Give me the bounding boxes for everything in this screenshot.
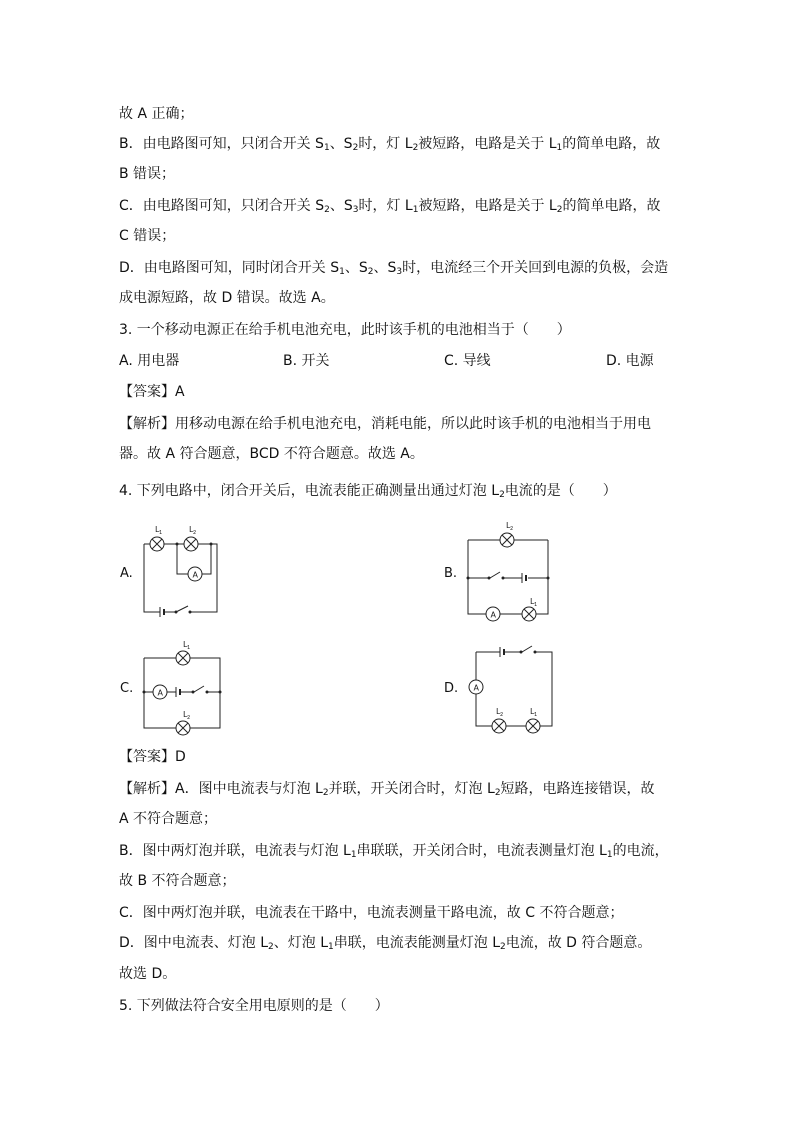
circuit-diagram-c [138, 638, 228, 742]
explanation-4: 【解析】A．图中电流表与灯泡 $L_2$并联，开关闭合时，灯泡 $L_2$短路，电路连接错误，故 [119, 781, 655, 798]
svg-text:2: 2 [193, 530, 197, 536]
question-5: 5. 下列做法符合安全用电原则的是（ ） [119, 998, 389, 1014]
question-3: 3. 一个移动电源正在给手机电池充电，此时该手机的电池相当于（ ） [119, 322, 571, 338]
question-4: 4. 下列电路中，闭合开关后，电流表能正确测量出通过灯泡 $L_2$电流的是（ ） [119, 483, 617, 500]
svg-text:1: 1 [534, 602, 538, 608]
explanation-4: C．图中两灯泡并联，电流表在干路中，电流表测量干路电流，故 C 不符合题意； [119, 905, 624, 921]
text-line: D．由电路图可知，同时闭合开关 $S_1$、$S_2$、$S_3$时，电流经三个开关回到电源的负极，会造 [119, 260, 669, 277]
text-line: C 错误； [119, 228, 176, 244]
svg-text:2: 2 [500, 712, 504, 718]
circuit-diagram-b [462, 518, 558, 628]
explanation-3: 器。故 A 符合题意，BCD 不符合题意。故选 A。 [119, 446, 424, 462]
explanation-4: 故 B 不符合题意； [119, 873, 236, 889]
svg-text:A: A [473, 683, 479, 693]
svg-text:L: L [530, 597, 535, 606]
text-line: B．由电路图可知，只闭合开关 $S_1$、$S_2$时，灯 $L_2$被短路，电路是关于 $L_1$的简单电路，故 [119, 136, 661, 153]
svg-text:L: L [183, 640, 188, 649]
answer-3: 【答案】A [119, 384, 185, 400]
option-d: D. 电源 [606, 353, 654, 369]
circuit-diagram-a [136, 520, 226, 620]
circuit-diagram-d [460, 636, 560, 740]
svg-text:2: 2 [510, 526, 514, 532]
option-b: B. 开关 [283, 353, 330, 369]
diagram-label-a: A. [120, 566, 133, 581]
ammeter-label: A [192, 570, 198, 580]
svg-text:A: A [157, 688, 163, 698]
text-line: C．由电路图可知，只闭合开关 $S_2$、$S_3$时，灯 $L_1$被短路，电路是关于 $L_2$的简单电路，故 [119, 198, 661, 215]
explanation-4: 故选 D。 [119, 966, 177, 982]
svg-text:2: 2 [187, 715, 191, 721]
text-line: 成电源短路，故 D 错误。故选 A。 [119, 290, 335, 306]
svg-text:A: A [490, 610, 496, 620]
text-line: 故 A 正确； [119, 106, 194, 122]
option-a: A. 用电器 [119, 353, 180, 369]
option-c: C. 导线 [444, 353, 491, 369]
explanation-4: A 不符合题意； [119, 811, 218, 827]
answer-4: 【答案】D [119, 749, 186, 765]
explanation-4: B．图中两灯泡并联，电流表与灯泡 $L_1$串联联，开关闭合时，电流表测量灯泡 $L_1$的电流， [119, 843, 669, 860]
explanation-3: 【解析】用移动电源在给手机电池充电，消耗电能，所以此时该手机的电池相当于用电 [119, 416, 651, 432]
diagram-label-b: B. [444, 566, 458, 581]
svg-text:1: 1 [159, 530, 163, 536]
diagram-label-c: C. [120, 681, 134, 696]
svg-text:1: 1 [534, 712, 538, 718]
diagram-label-d: D. [444, 681, 459, 696]
svg-text:L: L [189, 525, 194, 534]
svg-text:L: L [530, 707, 535, 716]
explanation-4: D．图中电流表、灯泡 $L_2$、灯泡 $L_1$串联，电流表能测量灯泡 $L_2$电流，故 D 符合题意。 [119, 935, 652, 952]
svg-text:L: L [496, 707, 501, 716]
svg-text:L: L [155, 525, 160, 534]
svg-text:L: L [183, 710, 188, 719]
text-line: B 错误； [119, 166, 176, 182]
svg-text:1: 1 [187, 645, 191, 651]
svg-text:L: L [506, 521, 511, 530]
